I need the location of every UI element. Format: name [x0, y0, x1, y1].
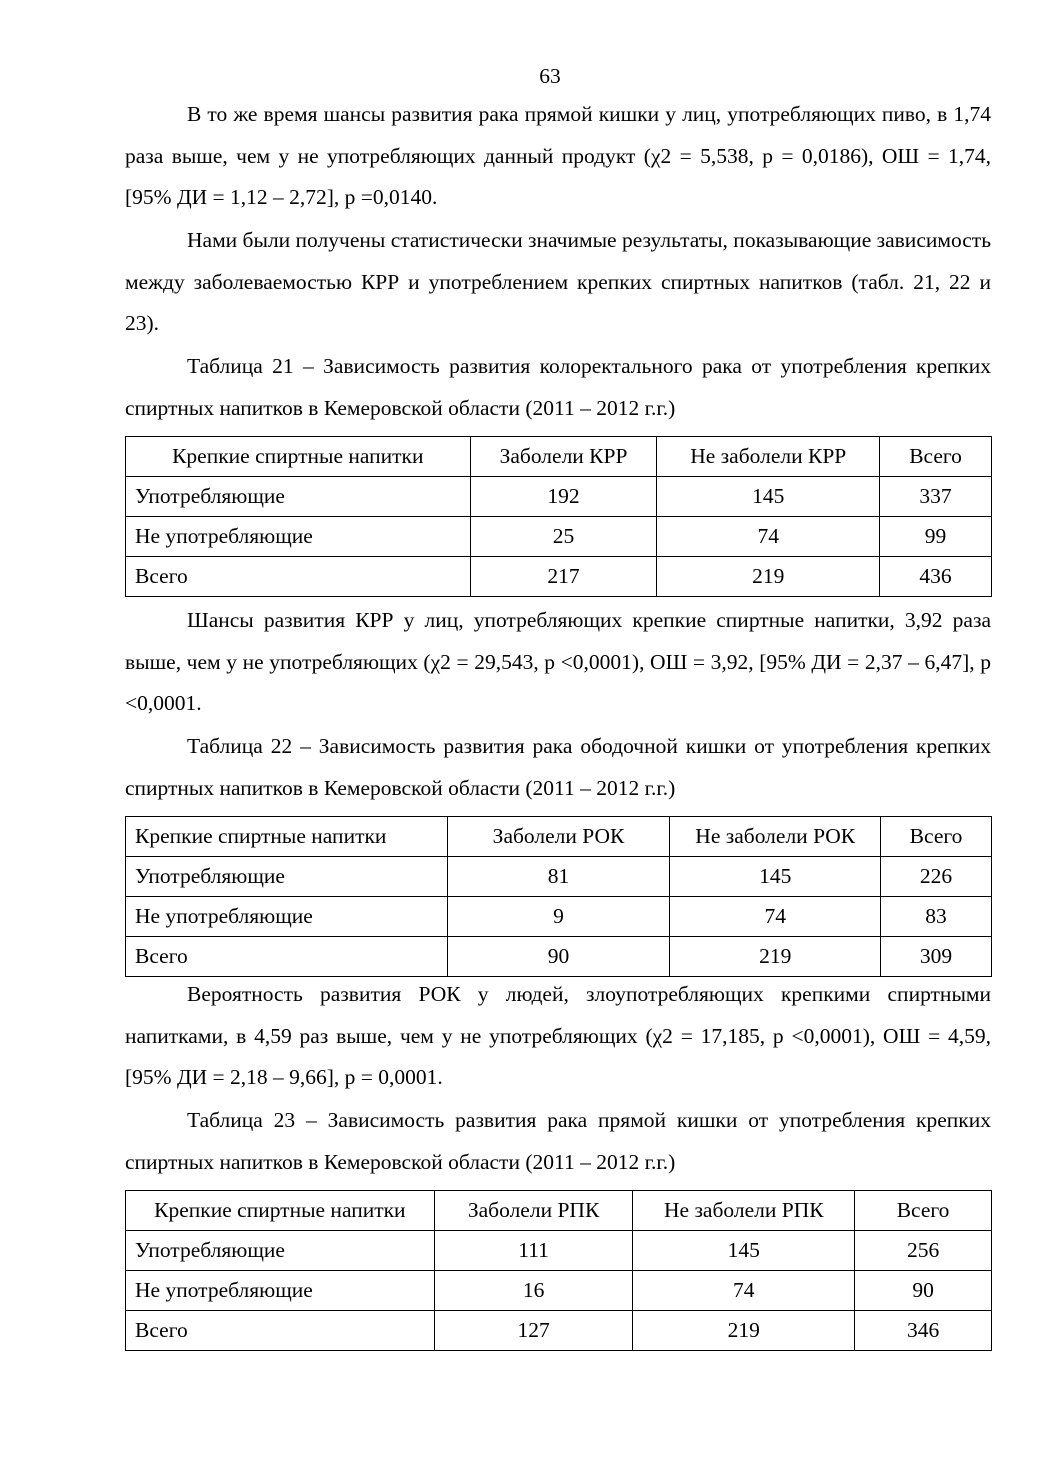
table-cell: Не употребляющие	[126, 517, 471, 557]
table-22	[125, 816, 992, 977]
table-cell: 192	[470, 477, 657, 517]
table-cell: 9	[447, 897, 670, 937]
table-header-cell: Крепкие спиртные напитки	[126, 437, 471, 477]
table-cell: 127	[434, 1311, 633, 1351]
table-cell: 337	[880, 477, 992, 517]
table-header-cell: Крепкие спиртные напитки	[126, 1191, 435, 1231]
table-cell: 346	[855, 1311, 992, 1351]
table-header-cell: Всего	[881, 817, 992, 857]
table-cell: 219	[657, 557, 880, 597]
table-row	[126, 1231, 992, 1271]
table-cell: 90	[855, 1271, 992, 1311]
table-cell: 219	[633, 1311, 855, 1351]
table-row	[126, 477, 992, 517]
table-header-row	[126, 1191, 992, 1231]
table-header-cell: Всего	[855, 1191, 992, 1231]
table-cell: Не употребляющие	[126, 897, 448, 937]
table-row	[126, 857, 992, 897]
table-header-cell: Не заболели РПК	[633, 1191, 855, 1231]
table-header-cell: Крепкие спиртные напитки	[126, 817, 448, 857]
paragraph-crc-odds: Шансы развития КРР у лиц, употребляющих крепкие спиртные напитки, 3,92 раза выше, чем у не употребляющих (χ2 = 29,543, p <0,0001), ОШ = 3,92, [95% ДИ = 2,37 – 6,47], p <0,0001.	[125, 608, 991, 715]
table-header-row	[126, 817, 992, 857]
table-cell: Всего	[126, 1311, 435, 1351]
table-cell: 309	[881, 937, 992, 977]
table-cell: Всего	[126, 937, 448, 977]
table-cell: 145	[633, 1231, 855, 1271]
table-cell: Употребляющие	[126, 857, 448, 897]
table-cell: 74	[670, 897, 881, 937]
table-cell: 436	[880, 557, 992, 597]
page-number: 63	[539, 64, 561, 88]
table-cell: 74	[633, 1271, 855, 1311]
table-cell: 16	[434, 1271, 633, 1311]
table-22-caption: Таблица 22 – Зависимость развития рака ободочной кишки от употребления крепких спиртных напитков в Кемеровской области (2011 – 2012 г.г.)	[125, 734, 991, 800]
table-cell: 81	[447, 857, 670, 897]
table-header-cell: Всего	[880, 437, 992, 477]
table-row	[126, 557, 992, 597]
table-row	[126, 937, 992, 977]
paragraph-strong-spirits-intro: Нами были получены статистически значимые результаты, показывающие зависимость между заболеваемостью КРР и употреблением крепких спиртных напитков (табл. 21, 22 и 23).	[125, 228, 991, 335]
paragraph-colon-odds: Вероятность развития РОК у людей, злоупотребляющих крепкими спиртными напитками, в 4,59 раз выше, чем у не употребляющих (χ2 = 17,185, p <0,0001), ОШ = 4,59, [95% ДИ = 2,18 – 9,66], p = 0,0001.	[125, 982, 991, 1089]
table-23-caption: Таблица 23 – Зависимость развития рака прямой кишки от употребления крепких спиртных напитков в Кемеровской области (2011 – 2012 г.г.)	[125, 1108, 991, 1174]
table-header-row	[126, 437, 992, 477]
table-cell: 145	[657, 477, 880, 517]
table-cell: Всего	[126, 557, 471, 597]
table-row	[126, 1271, 992, 1311]
table-row	[126, 897, 992, 937]
table-cell: 74	[657, 517, 880, 557]
table-cell: 226	[881, 857, 992, 897]
table-cell: 83	[881, 897, 992, 937]
table-header-cell: Не заболели КРР	[657, 437, 880, 477]
table-cell: 111	[434, 1231, 633, 1271]
table-row	[126, 1311, 992, 1351]
table-21	[125, 436, 992, 597]
paragraph-beer-rectal-cancer: В то же время шансы развития рака прямой кишки у лиц, употребляющих пиво, в 1,74 раза выше, чем у не употребляющих данный продукт (χ2 = 5,538, p = 0,0186), ОШ = 1,74, [95% ДИ = 1,12 – 2,72], p =0,0140.	[125, 102, 991, 209]
table-cell: 256	[855, 1231, 992, 1271]
table-header-cell: Заболели РПК	[434, 1191, 633, 1231]
table-header-cell: Заболели РОК	[447, 817, 670, 857]
table-header-cell: Не заболели РОК	[670, 817, 881, 857]
table-cell: 145	[670, 857, 881, 897]
table-cell: 217	[470, 557, 657, 597]
table-cell: Употребляющие	[126, 1231, 435, 1271]
table-cell: Употребляющие	[126, 477, 471, 517]
table-cell: 90	[447, 937, 670, 977]
table-cell: 25	[470, 517, 657, 557]
table-cell: 219	[670, 937, 881, 977]
table-header-cell: Заболели КРР	[470, 437, 657, 477]
table-row	[126, 517, 992, 557]
table-23	[125, 1190, 992, 1351]
table-cell: 99	[880, 517, 992, 557]
table-cell: Не употребляющие	[126, 1271, 435, 1311]
table-21-caption: Таблица 21 – Зависимость развития колоректального рака от употребления крепких спиртных напитков в Кемеровской области (2011 – 2012 г.г.)	[125, 354, 991, 420]
